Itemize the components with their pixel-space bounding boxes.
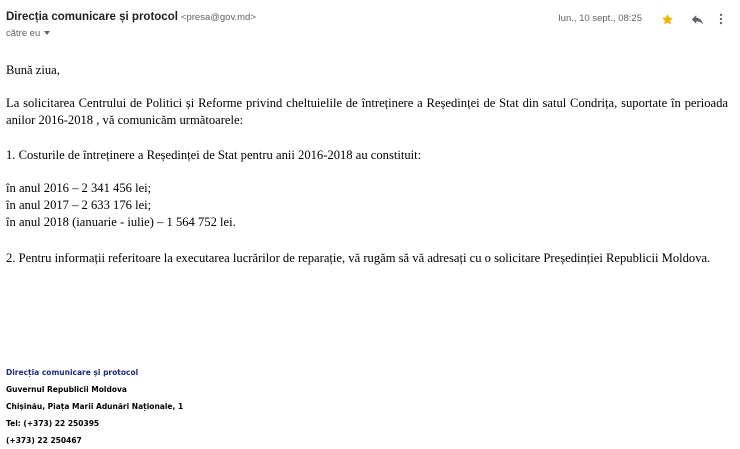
signature-organization: Guvernul Republicii Moldova: [6, 385, 127, 394]
more-vert-icon: [714, 12, 728, 26]
cost-item-2017: în anul 2017 – 2 633 176 lei;: [6, 198, 152, 212]
signature-phone: Tel: (+373) 22 250395: [6, 419, 100, 428]
cost-item-2018: în anul 2018 (ianuarie - iulie) – 1 564 752 lei.: [6, 215, 236, 229]
signature-phone-2: (+373) 22 250467: [6, 436, 82, 445]
message-header: [6, 8, 730, 40]
signature: [6, 364, 183, 449]
reply-icon: [690, 12, 705, 27]
recipient-details-toggle[interactable]: [6, 28, 50, 39]
point-two: 2. Pentru informații referitoare la executarea lucrărilor de reparație, vă rugăm să vă adresați cu o solicitare Președinției Republicii Moldova.: [6, 251, 711, 265]
signature-address: Chișinău, Piața Marii Adunări Naționale, 1: [6, 402, 184, 411]
star-icon: [661, 13, 674, 26]
intro-paragraph: La solicitarea Centrului de Politici și Reforme privind cheltuielile de întreținere a Reședinței de Stat din satul Condrița, suportate în perioada anilor 2016-2018 , vă comunicăm următoarele:: [6, 96, 728, 127]
caret-down-icon: [44, 31, 50, 35]
recipient-label: către eu: [6, 28, 41, 39]
sender: [6, 11, 256, 23]
signature-department: Direcția comunicare și protocol: [6, 368, 139, 377]
more-options-button[interactable]: [712, 10, 730, 28]
reply-button[interactable]: [688, 10, 706, 28]
cost-item-2016: în anul 2016 – 2 341 456 lei;: [6, 181, 152, 195]
cost-list: [6, 180, 728, 231]
message-date: lun., 10 sept., 08:25: [558, 13, 642, 24]
greeting: Bună ziua,: [6, 63, 60, 77]
sender-email: <presa@gov.md>: [180, 12, 256, 23]
star-button[interactable]: [658, 10, 676, 28]
point-one: 1. Costurile de întreținere a Reședinței de Stat pentru anii 2016-2018 au constituit:: [6, 148, 422, 162]
message-body: [6, 62, 728, 267]
sender-name[interactable]: Direcția comunicare și protocol: [6, 11, 178, 23]
